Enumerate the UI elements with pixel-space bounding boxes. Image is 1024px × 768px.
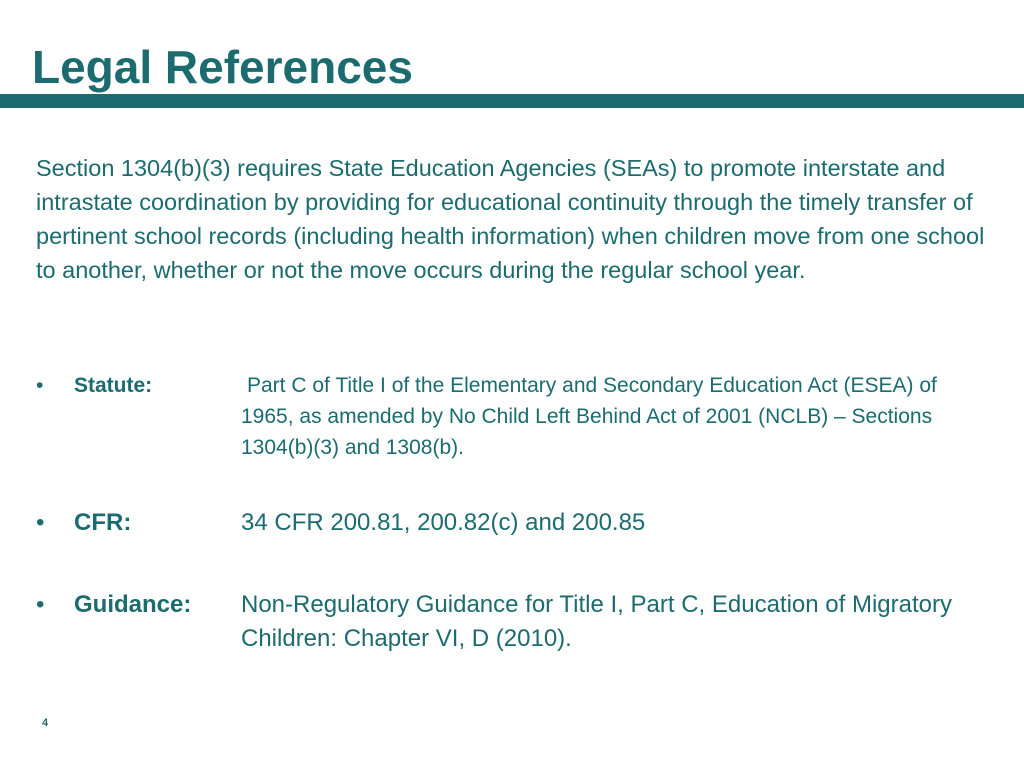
intro-paragraph: Section 1304(b)(3) requires State Education Agencies (SEAs) to promote interstate and intrastate coordination by providing for educational continuity through the timely transfer of pertinent school records (including health information) when children move from one school to another, whether or not the move occurs during the regular school year. [36, 155, 985, 283]
reference-label-statute: Statute: [74, 374, 153, 397]
bullet-icon: • [36, 509, 45, 536]
bullet-icon: • [36, 591, 45, 618]
title-underline-bar [0, 94, 1024, 108]
bullet-icon: • [36, 374, 44, 397]
reference-label-guidance: Guidance: [74, 591, 192, 618]
reference-value-statute: Part C of Title I of the Elementary and Secondary Education Act (ESEA) of 1965, as amended by No Child Left Behind Act of 2001 (NCLB) – Sections 1304(b)(3) and 1308(b). [241, 374, 937, 459]
reference-value-guidance: Non-Regulatory Guidance for Title I, Part C, Education of Migratory Children: Chapter VI, D (2010). [241, 591, 952, 652]
reference-label-cfr: CFR: [74, 509, 132, 536]
slide-number: 4 [42, 717, 49, 729]
slide-title: Legal References [32, 41, 413, 93]
reference-value-cfr: 34 CFR 200.81, 200.82(c) and 200.85 [241, 509, 646, 536]
